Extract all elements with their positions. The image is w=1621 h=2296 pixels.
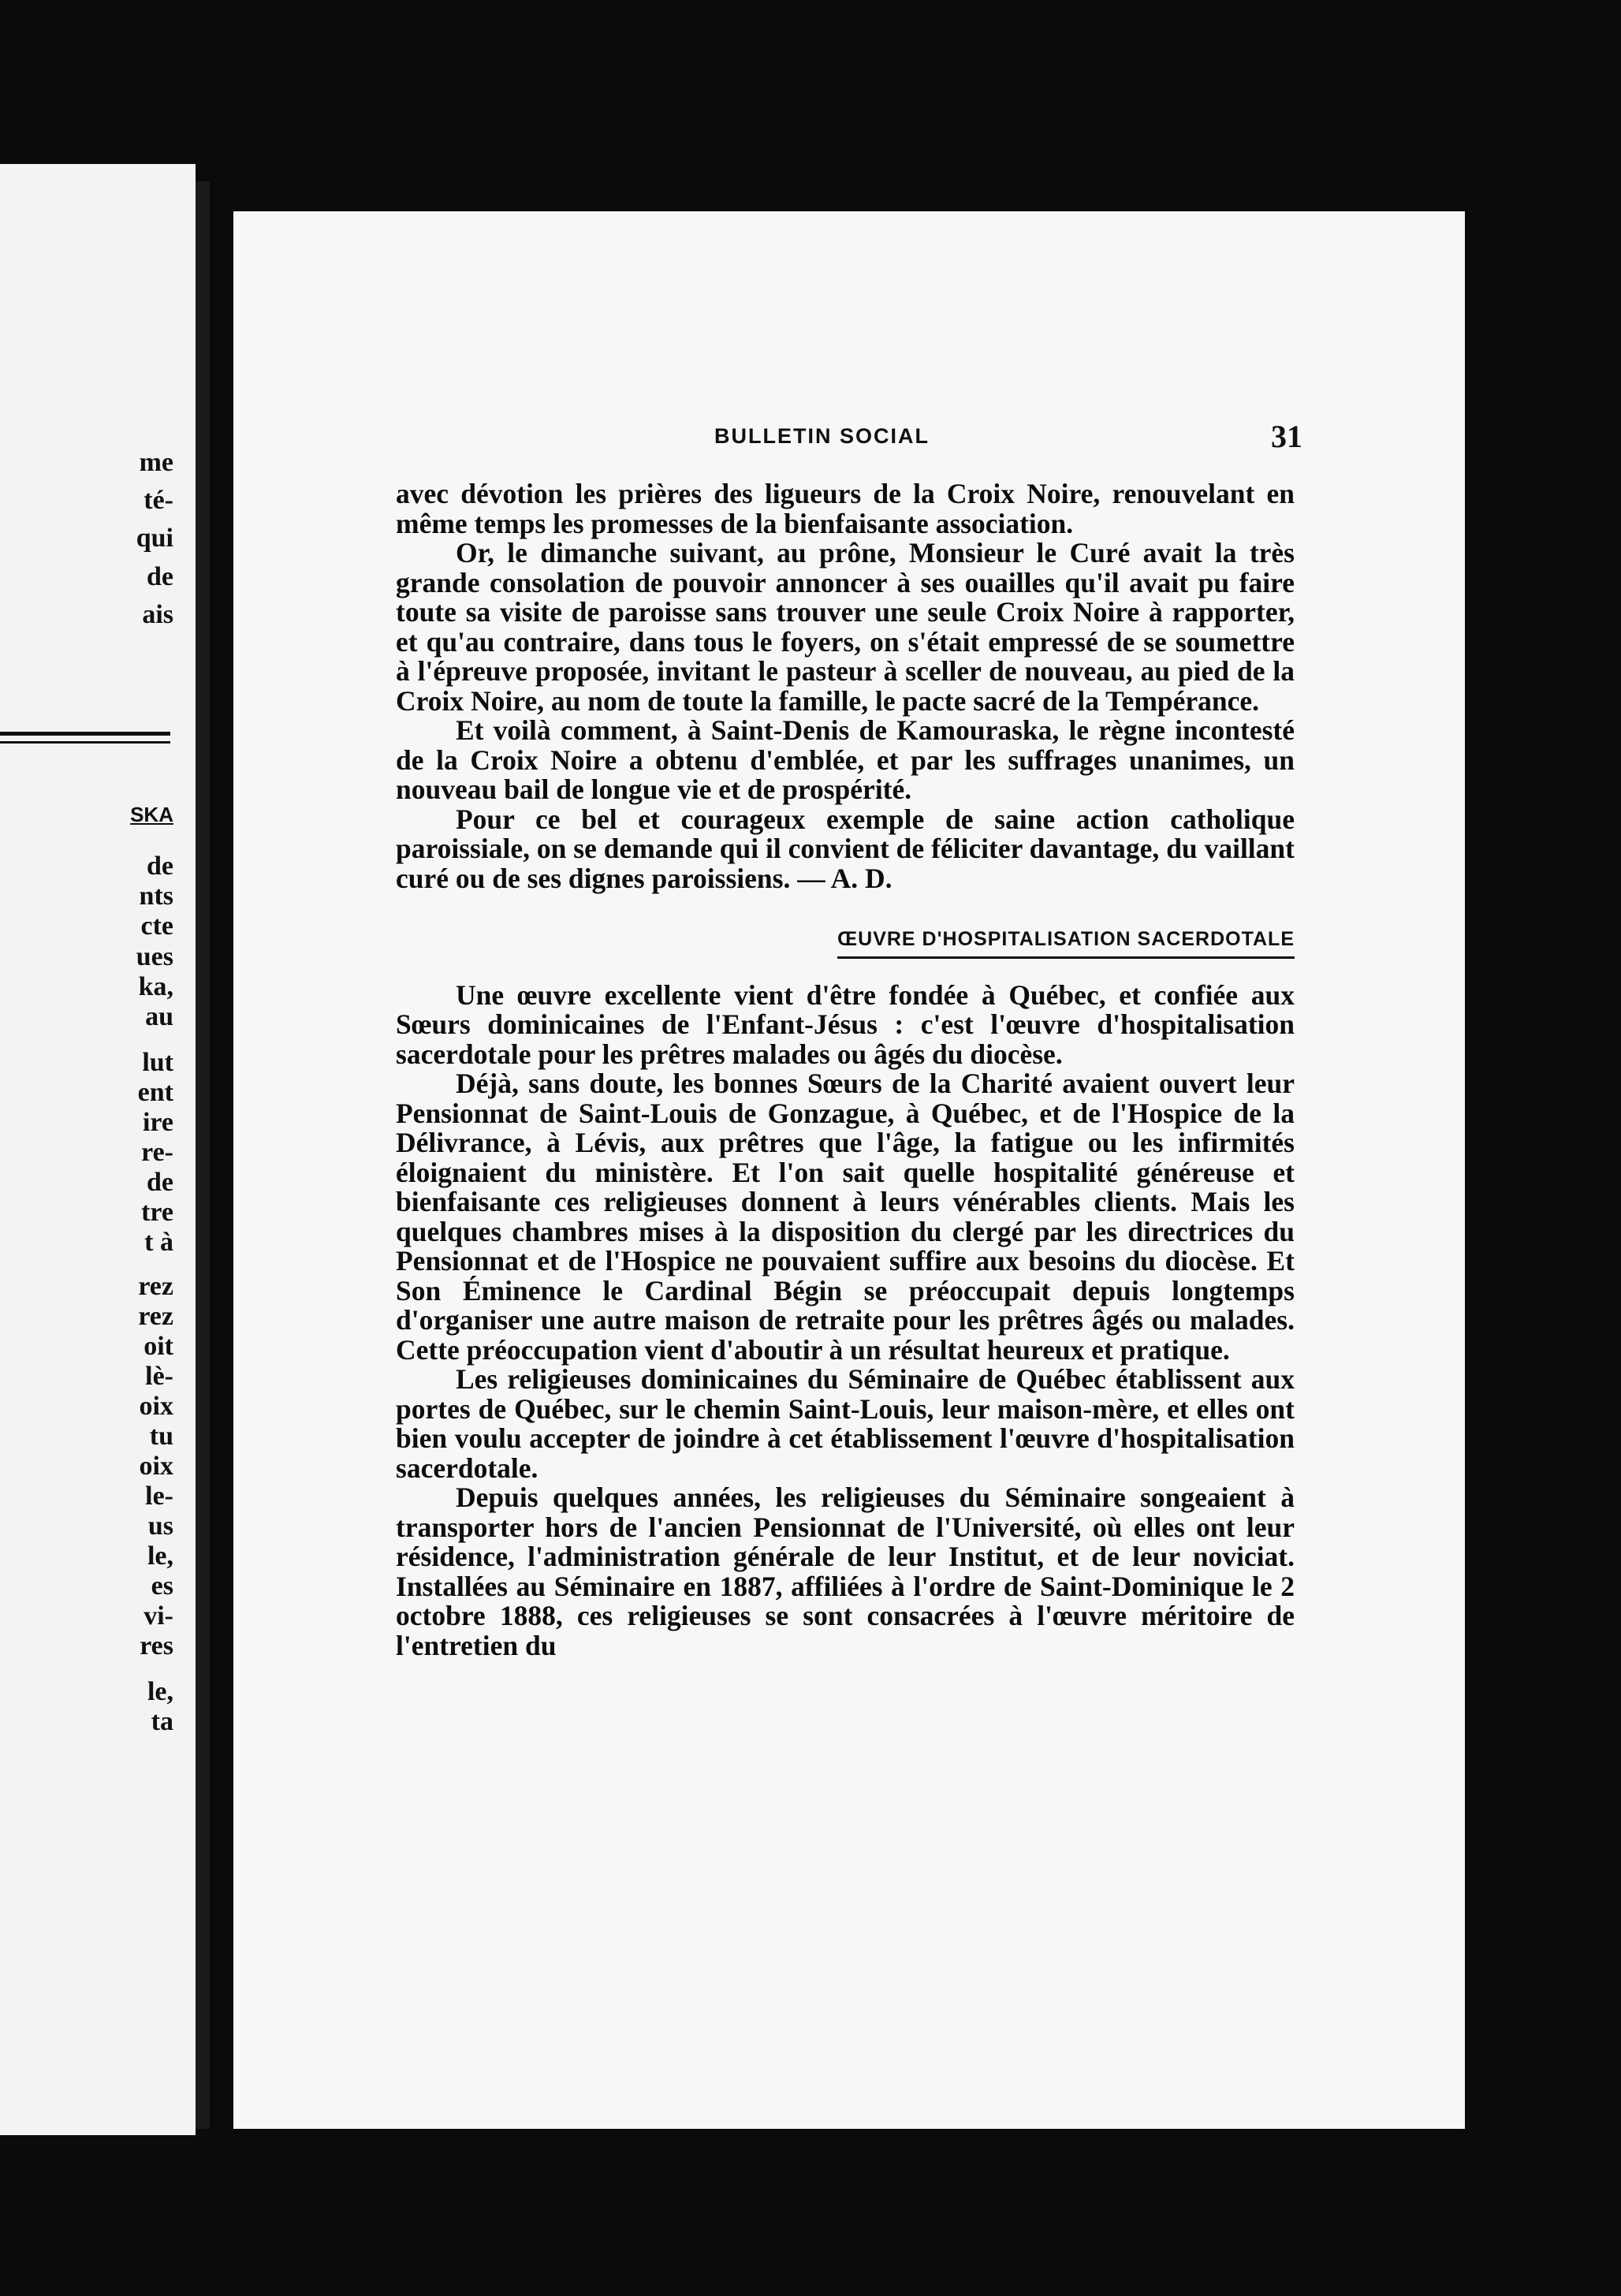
left-page-rule bbox=[0, 732, 170, 736]
left-page-text-fragment: de bbox=[147, 852, 173, 881]
left-page-text-fragment: lut bbox=[142, 1048, 173, 1077]
left-page-text-fragment: ent bbox=[137, 1078, 173, 1107]
left-page-text-fragment: le- bbox=[145, 1482, 173, 1511]
left-page-text-fragment: le, bbox=[147, 1677, 173, 1706]
left-page-text-fragment: rez bbox=[138, 1302, 173, 1331]
left-page-text-fragment: tu bbox=[149, 1422, 173, 1451]
left-page-rule-thin bbox=[0, 741, 170, 744]
paragraph: Déjà, sans doute, les bonnes Sœurs de la Charité avaient ouvert leur Pensionnat de Saint-Louis de Gonzague, à Québec, et de l'Hospice de la Délivrance, à Lévis, aux prêtres que l'âge, la fatigue ou les infirmités éloignaient du ministère. Et l'on sait quelle hospitalité généreuse et bienfaisante ces religieuses donnent à leurs vénérables clients. Mais les quelques chambres mises à la disposition du clergé par les directrices du Pensionnat et de l'Hospice ne pouvaient suffire aux besoins du diocèse. Et Son Éminence le Cardinal Bégin se préoccupait depuis longtemps d'organiser une autre maison de retraite pour les prêtres âgés ou malades. Cette préoccupation vient d'aboutir à un résultat heureux et pratique. bbox=[396, 1068, 1295, 1366]
paragraph: Or, le dimanche suivant, au prône, Monsieur le Curé avait la très grande consolation de pouvoir annoncer à ses ouailles qu'il avait pu faire toute sa visite de paroisse sans trouver une seule Croix Noire à rapporter, et qu'au contraire, dans tous le foyers, on s'était empressé de se soumettre à l'épreuve proposée, invitant le pasteur à sceller de nouveau, au pied de la Croix Noire, au nom de toute la famille, le pacte sacré de la Tempérance. bbox=[396, 537, 1295, 717]
left-page-text-fragment: au bbox=[145, 1002, 173, 1031]
left-page-text-fragment: ta bbox=[151, 1707, 173, 1736]
left-page-text-fragment: cte bbox=[140, 911, 173, 941]
paragraph: avec dévotion les prières des ligueurs de la Croix Noire, renouvelant en même temps les promesses de la bienfaisante association. bbox=[396, 478, 1295, 539]
book-page bbox=[233, 211, 1465, 2129]
left-page-text-fragment: lè- bbox=[145, 1362, 173, 1391]
left-facing-page bbox=[0, 164, 196, 2135]
left-page-text-fragment: re- bbox=[141, 1138, 173, 1167]
left-page-text-fragment: de bbox=[147, 562, 173, 591]
left-page-text-fragment: es bbox=[151, 1571, 173, 1601]
left-page-text-fragment: qui bbox=[136, 524, 173, 553]
article-body bbox=[396, 479, 1295, 1660]
paragraph: Pour ce bel et courageux exemple de saine action catholique paroissiale, on se demande qui il convient de féliciter davantage, du vaillant curé ou de ses dignes paroissiens. — A. D. bbox=[396, 803, 1295, 894]
section-heading-text: ŒUVRE D'HOSPITALISATION SACERDOTALE bbox=[837, 925, 1295, 959]
left-page-text-fragment: t à bbox=[144, 1228, 173, 1257]
running-title: BULLETIN SOCIAL bbox=[714, 424, 930, 448]
left-page-text-fragment: tre bbox=[141, 1198, 173, 1227]
paragraph: Depuis quelques années, les religieuses du Séminaire songeaient à transporter hors de l'ancien Pensionnat de l'Université, où elles ont leur résidence, l'administration générale de leur Institut, et de leur noviciat. Installées au Séminaire en 1887, affiliées à l'ordre de Saint-Dominique le 2 octobre 1888, ces religieuses se sont consacrées à l'œuvre méritoire de l'entretien du bbox=[396, 1482, 1295, 1661]
left-page-text-fragment: rez bbox=[138, 1272, 173, 1301]
left-page-text-fragment: oit bbox=[143, 1332, 173, 1361]
paragraph: Une œuvre excellente vient d'être fondée à Québec, et confiée aux Sœurs dominicaines de l'Enfant-Jésus : c'est l'œuvre d'hospitalisation sacerdotale pour les prêtres malades ou âgés du diocèse. bbox=[396, 978, 1295, 1070]
left-page-text-fragment: ues bbox=[136, 942, 173, 971]
left-page-text-fragment: ire bbox=[142, 1108, 173, 1137]
left-page-text-fragment: ka, bbox=[138, 972, 173, 1001]
paragraph: Et voilà comment, à Saint-Denis de Kamouraska, le règne incontesté de la Croix Noire a obtenu d'emblée, et par les suffrages unanimes, un nouveau bail de longue vie et de prospérité. bbox=[396, 714, 1295, 805]
page-header bbox=[233, 418, 1465, 457]
left-page-text-fragment: me bbox=[139, 448, 173, 477]
left-page-text-fragment: ais bbox=[142, 600, 173, 629]
left-page-text-fragment: de bbox=[147, 1168, 173, 1197]
left-page-text-fragment: nts bbox=[139, 882, 173, 911]
left-page-text-fragment: res bbox=[140, 1631, 173, 1660]
section-heading bbox=[396, 925, 1295, 959]
page-number: 31 bbox=[1271, 419, 1302, 454]
book-spine bbox=[196, 181, 210, 2129]
left-page-text-fragment: us bbox=[147, 1511, 173, 1541]
left-page-heading-fragment: SKA bbox=[130, 803, 173, 826]
left-page-text-fragment: vi- bbox=[143, 1601, 173, 1631]
paragraph: Les religieuses dominicaines du Séminaire de Québec établissent aux portes de Québec, sur le chemin Saint-Louis, leur maison-mère, et elles ont bien voulu accepter de joindre à cet établissement l'œuvre d'hospitalisation sacerdotale. bbox=[396, 1363, 1295, 1484]
left-page-text-fragment: oix bbox=[139, 1452, 173, 1481]
left-page-text-fragment: té- bbox=[143, 486, 173, 515]
left-page-text-fragment: oix bbox=[139, 1392, 173, 1421]
left-page-text-fragment: le, bbox=[147, 1541, 173, 1571]
